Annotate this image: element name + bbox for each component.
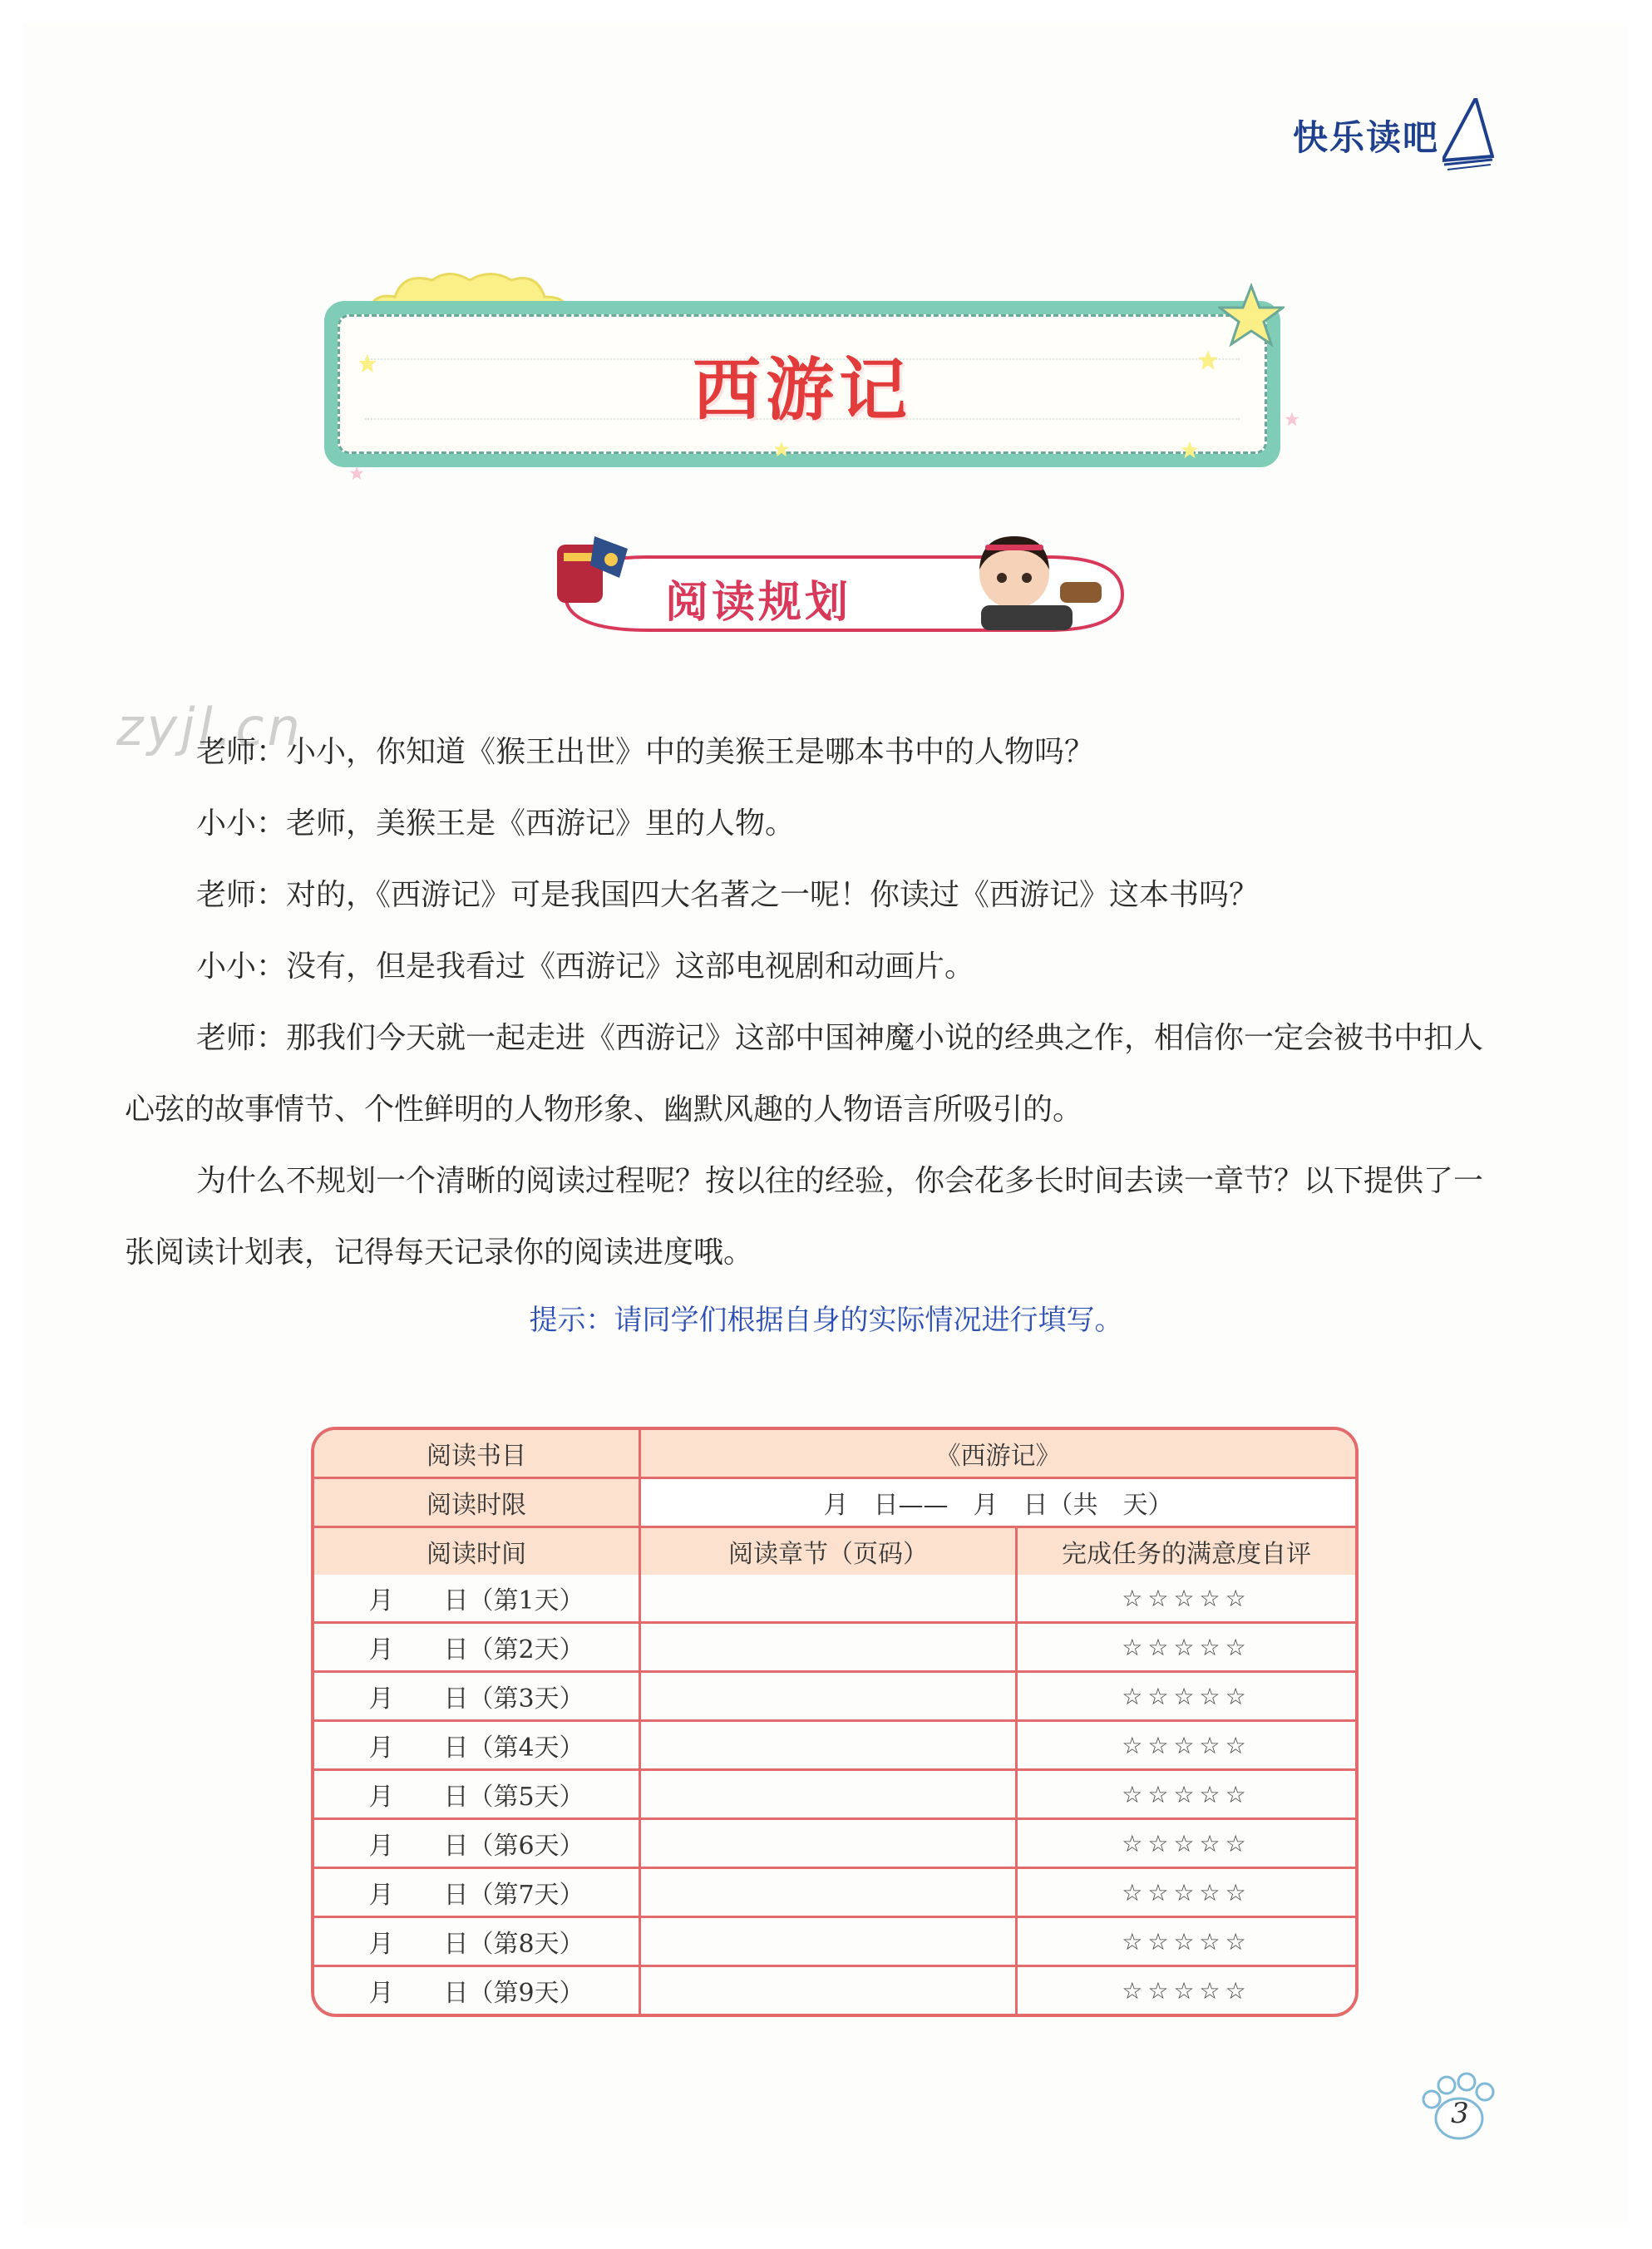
date-cell	[314, 1771, 641, 1820]
chapter-cell[interactable]	[641, 1820, 1018, 1869]
hint-text: 提示：请同学们根据自身的实际情况进行填写。	[529, 1304, 1123, 1337]
rating-stars[interactable]: ☆☆☆☆☆	[1018, 1771, 1355, 1820]
day-label: 日（第1天）	[443, 1586, 584, 1615]
table-row	[314, 1869, 1355, 1918]
time-label-cell: 阅读时间	[314, 1528, 641, 1575]
table-row	[314, 1722, 1355, 1771]
table-row	[314, 1967, 1355, 2014]
corner-label: 快乐读吧	[1292, 117, 1439, 158]
rating-stars[interactable]: ☆☆☆☆☆	[1018, 1820, 1355, 1869]
dialogue-line: 为什么不规划一个清晰的阅读过程呢？按以往的经验，你会花多长时间去读一章节？以下提供了一张阅读计划表，记得每天记录你的阅读进度哦。	[125, 1164, 1484, 1270]
chapter-cell[interactable]	[641, 1918, 1018, 1967]
star-icon	[1218, 283, 1285, 349]
period-label-cell: 阅读时限	[314, 1479, 641, 1528]
page-number: 3	[1451, 2097, 1469, 2130]
dialogue-line: 老师：小小，你知道《猴王出世》中的美猴王是哪本书中的人物吗？	[196, 735, 1095, 769]
day-label: 日（第8天）	[443, 1930, 584, 1959]
dialogue-line: 小小：没有，但是我看过《西游记》这部电视剧和动画片。	[196, 949, 975, 984]
chapter-cell[interactable]	[641, 1967, 1018, 2014]
rating-stars[interactable]: ☆☆☆☆☆	[1122, 1976, 1251, 2005]
rating-stars[interactable]: ☆☆☆☆☆	[1018, 1575, 1355, 1624]
small-star-icon	[1197, 349, 1219, 371]
month-label: 月	[368, 1930, 394, 1959]
table-row	[314, 1624, 1355, 1673]
rating-stars[interactable]: ☆☆☆☆☆	[1018, 1673, 1355, 1722]
dialogue-block	[125, 717, 1505, 1289]
chapter-cell[interactable]	[641, 1869, 1018, 1918]
small-star-icon	[1285, 412, 1299, 427]
table-row	[314, 1479, 1355, 1528]
section-title: 阅读规划	[665, 578, 852, 628]
rating-label-cell: 完成任务的满意度自评	[1062, 1540, 1311, 1569]
rating-stars[interactable]: ☆☆☆☆☆	[1018, 1918, 1355, 1967]
table-row	[314, 1771, 1355, 1820]
month-label: 月	[368, 1832, 394, 1861]
watermark: zyjl.cn	[116, 697, 303, 757]
table-row	[314, 1820, 1355, 1869]
period-value-cell: 月 日—— 月 日（共 天）	[641, 1479, 1355, 1528]
date-cell	[314, 1673, 641, 1722]
day-label: 日（第9天）	[443, 1979, 584, 2008]
chapter-cell[interactable]	[641, 1673, 1018, 1722]
table-row	[314, 1430, 1355, 1479]
reading-plan-table	[311, 1427, 1359, 2017]
month-label: 月	[368, 1684, 394, 1714]
book-corner-icon	[1442, 98, 1494, 173]
month-label: 月	[368, 1635, 394, 1665]
table-header-row	[314, 1528, 1355, 1575]
day-label: 日（第7天）	[443, 1881, 584, 1910]
book-title: 西游记	[692, 349, 912, 430]
month-label: 月	[368, 1734, 394, 1763]
month-label: 月	[368, 1881, 394, 1910]
day-label: 日（第5天）	[443, 1783, 584, 1812]
rating-stars[interactable]: ☆☆☆☆☆	[1018, 1869, 1355, 1918]
rating-stars[interactable]: ☆☆☆☆☆	[1018, 1722, 1355, 1771]
title-box	[324, 301, 1280, 467]
dialogue-line: 小小：老师，美猴王是《西游记》里的人物。	[196, 806, 796, 841]
chapter-cell[interactable]	[641, 1771, 1018, 1820]
month-label: 月	[368, 1586, 394, 1615]
date-cell	[314, 1722, 641, 1771]
date-cell	[314, 1624, 641, 1673]
day-label: 日（第2天）	[443, 1635, 584, 1665]
small-star-icon	[349, 466, 364, 481]
chapter-cell[interactable]	[641, 1722, 1018, 1771]
title-box-inner	[338, 314, 1267, 454]
month-label: 月	[368, 1979, 394, 2008]
book-label-cell: 阅读书目	[314, 1430, 641, 1479]
book-value-cell: 《西游记》	[641, 1430, 1355, 1479]
day-label: 日（第4天）	[443, 1734, 584, 1763]
corner-header	[1293, 98, 1494, 173]
date-cell	[314, 1820, 641, 1869]
date-cell	[314, 1575, 641, 1624]
date-cell	[314, 1869, 641, 1918]
chapter-cell[interactable]	[641, 1575, 1018, 1624]
rating-stars[interactable]: ☆☆☆☆☆	[1018, 1624, 1355, 1673]
chapter-label-cell: 阅读章节（页码）	[641, 1528, 1018, 1575]
date-cell	[314, 1967, 641, 2014]
date-cell	[314, 1918, 641, 1967]
day-label: 日（第3天）	[443, 1684, 584, 1714]
small-star-icon	[1181, 441, 1199, 459]
day-label: 日（第6天）	[443, 1832, 584, 1861]
dialogue-line: 老师：那我们今天就一起走进《西游记》这部中国神魔小说的经典之作，相信你一定会被书中扣人心弦的故事情节、个性鲜明的人物形象、幽默风趣的人物语言所吸引的。	[125, 1021, 1484, 1127]
table-row	[314, 1673, 1355, 1722]
chapter-cell[interactable]	[641, 1624, 1018, 1673]
small-star-icon	[358, 353, 377, 373]
month-label: 月	[368, 1783, 394, 1812]
small-star-icon	[773, 441, 790, 457]
table-row	[314, 1575, 1355, 1624]
table-row	[314, 1918, 1355, 1967]
dialogue-line: 老师：对的，《西游记》可是我国四大名著之一呢！你读过《西游记》这本书吗？	[196, 878, 1260, 912]
